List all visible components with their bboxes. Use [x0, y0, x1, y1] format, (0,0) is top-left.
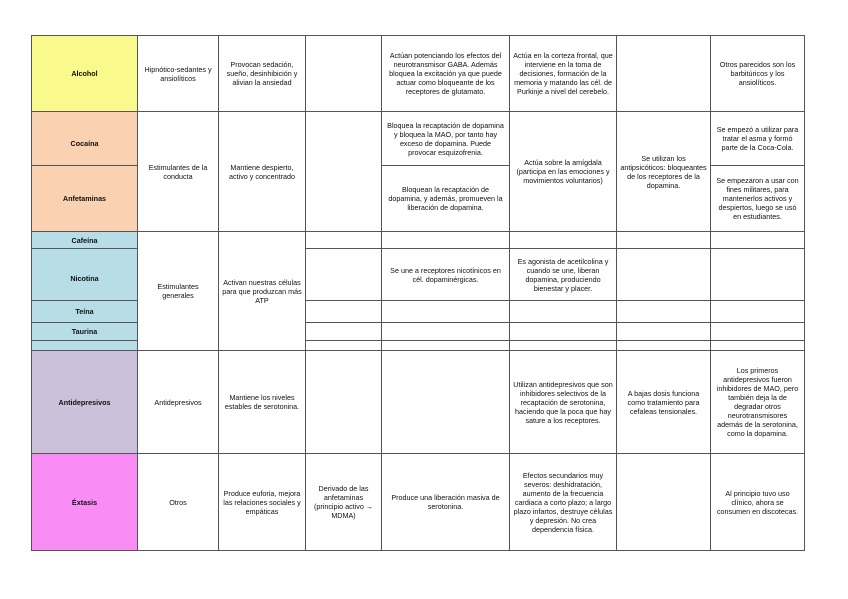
origin-cell [306, 232, 382, 249]
mechanism-cell [382, 323, 510, 341]
brain-cell: Es agonista de acetilcolina y cuando se une, liberan dopamina, produciendo bienestar y placer. [510, 249, 617, 301]
notes-cell [711, 323, 805, 341]
drug-name-caffeine: Cafeína [32, 232, 138, 249]
origin-cell [306, 301, 382, 323]
origin-cell: Derivado de las anfetaminas (principio activo → MDMA) [306, 454, 382, 551]
medical-cell [617, 341, 711, 351]
brain-cell: Actúa sobre la amígdala (participa en las emociones y movimientos voluntarios) [510, 112, 617, 232]
origin-cell [306, 323, 382, 341]
category-cell: Antidepresivos [138, 351, 219, 454]
notes-cell: Los primeros antidepresivos fueron inhibidores de MAO, pero también deja la de degradar otros neurotransmisores además de la serotonina, como la dopamina. [711, 351, 805, 454]
notes-cell [711, 341, 805, 351]
medical-cell: A bajas dosis funciona como tratamiento para cefaleas tensionales. [617, 351, 711, 454]
category-cell: Estimulantes generales [138, 232, 219, 351]
brain-cell: Efectos secundarios muy severos: deshidratación, aumento de la frecuencia cardiaca a corto plazo; a largo plazo infartos, destruye células y depresión. No crea dependencia física. [510, 454, 617, 551]
notes-cell: Otros parecidos son los barbitúricos y los ansiolíticos. [711, 36, 805, 112]
drug-name-nicotine: Nicotina [32, 249, 138, 301]
medical-cell: Se utilizan los antipsicóticos: bloqueantes de los receptores de la dopamina. [617, 112, 711, 232]
brain-cell [510, 323, 617, 341]
drug-name-ecstasy: Éxtasis [32, 454, 138, 551]
brain-cell: Utilizan antidepresivos que son inhibidores selectivos de la recaptación de serotonina, haciendo que la poca que hay sature a los receptores. [510, 351, 617, 454]
origin-cell [306, 341, 382, 351]
origin-cell [306, 36, 382, 112]
mechanism-cell: Bloquea la recaptación de dopamina y bloquea la MAO, por tanto hay exceso de dopamina. Puede provocar esquizofrenia. [382, 112, 510, 166]
medical-cell [617, 323, 711, 341]
mechanism-cell: Produce una liberación masiva de serotonina. [382, 454, 510, 551]
table-row-cocaine [32, 112, 805, 166]
origin-cell [306, 351, 382, 454]
brain-cell [510, 341, 617, 351]
effect-cell: Mantiene los niveles estables de serotonina. [219, 351, 306, 454]
mechanism-cell [382, 232, 510, 249]
effect-cell: Produce euforia, mejora las relaciones sociales y empáticas [219, 454, 306, 551]
drug-comparison-table [31, 35, 805, 551]
table-row-antidepressants [32, 351, 805, 454]
drug-name-theine: Teína [32, 301, 138, 323]
category-cell: Hipnótico-sedantes y ansiolíticos [138, 36, 219, 112]
drug-name-alcohol: Alcohol [32, 36, 138, 112]
table-row-ecstasy [32, 454, 805, 551]
notes-cell: Se empezaron a usar con fines militares, para mantenerlos activos y despiertos, luego se usó en estudiantes. [711, 166, 805, 232]
notes-cell: Se empezó a utilizar para tratar el asma y formó parte de la Coca-Cola. [711, 112, 805, 166]
medical-cell [617, 454, 711, 551]
effect-cell: Mantiene despierto, activo y concentrado [219, 112, 306, 232]
notes-cell [711, 301, 805, 323]
origin-cell [306, 112, 382, 232]
category-cell: Otros [138, 454, 219, 551]
mechanism-cell: Se une a receptores nicotínicos en cél. dopaminérgicas. [382, 249, 510, 301]
origin-cell [306, 249, 382, 301]
drug-name-antidepressants: Antidepresivos [32, 351, 138, 454]
brain-cell: Actúa en la corteza frontal, que interviene en la toma de decisiones, formación de la memoria y matando las cél. de Purkinje a nivel del cerebelo. [510, 36, 617, 112]
blue-spacer-cell [32, 341, 138, 351]
drug-name-cocaine: Cocaína [32, 112, 138, 166]
mechanism-cell [382, 341, 510, 351]
brain-cell [510, 232, 617, 249]
effect-cell: Provocan sedación, sueño, desinhibición y alivian la ansiedad [219, 36, 306, 112]
table-row-alcohol [32, 36, 805, 112]
notes-cell: Al principio tuvo uso clínico, ahora se consumen en discotecas. [711, 454, 805, 551]
medical-cell [617, 249, 711, 301]
brain-cell [510, 301, 617, 323]
effect-cell: Activan nuestras células para que produzcan más ATP [219, 232, 306, 351]
notes-cell [711, 232, 805, 249]
mechanism-cell: Bloquean la recaptación de dopamina, y además, promueven la liberación de dopamina. [382, 166, 510, 232]
category-cell: Estimulantes de la conducta [138, 112, 219, 232]
notes-cell [711, 249, 805, 301]
mechanism-cell [382, 351, 510, 454]
medical-cell [617, 36, 711, 112]
medical-cell [617, 301, 711, 323]
drug-name-amphetamines: Anfetaminas [32, 166, 138, 232]
drug-name-taurine: Taurina [32, 323, 138, 341]
medical-cell [617, 232, 711, 249]
mechanism-cell: Actúan potenciando los efectos del neurotransmisor GABA. Además bloquea la excitación ya que puede actuar como bloqueante de los receptores de glutamato. [382, 36, 510, 112]
table-row-caffeine [32, 232, 805, 249]
mechanism-cell [382, 301, 510, 323]
